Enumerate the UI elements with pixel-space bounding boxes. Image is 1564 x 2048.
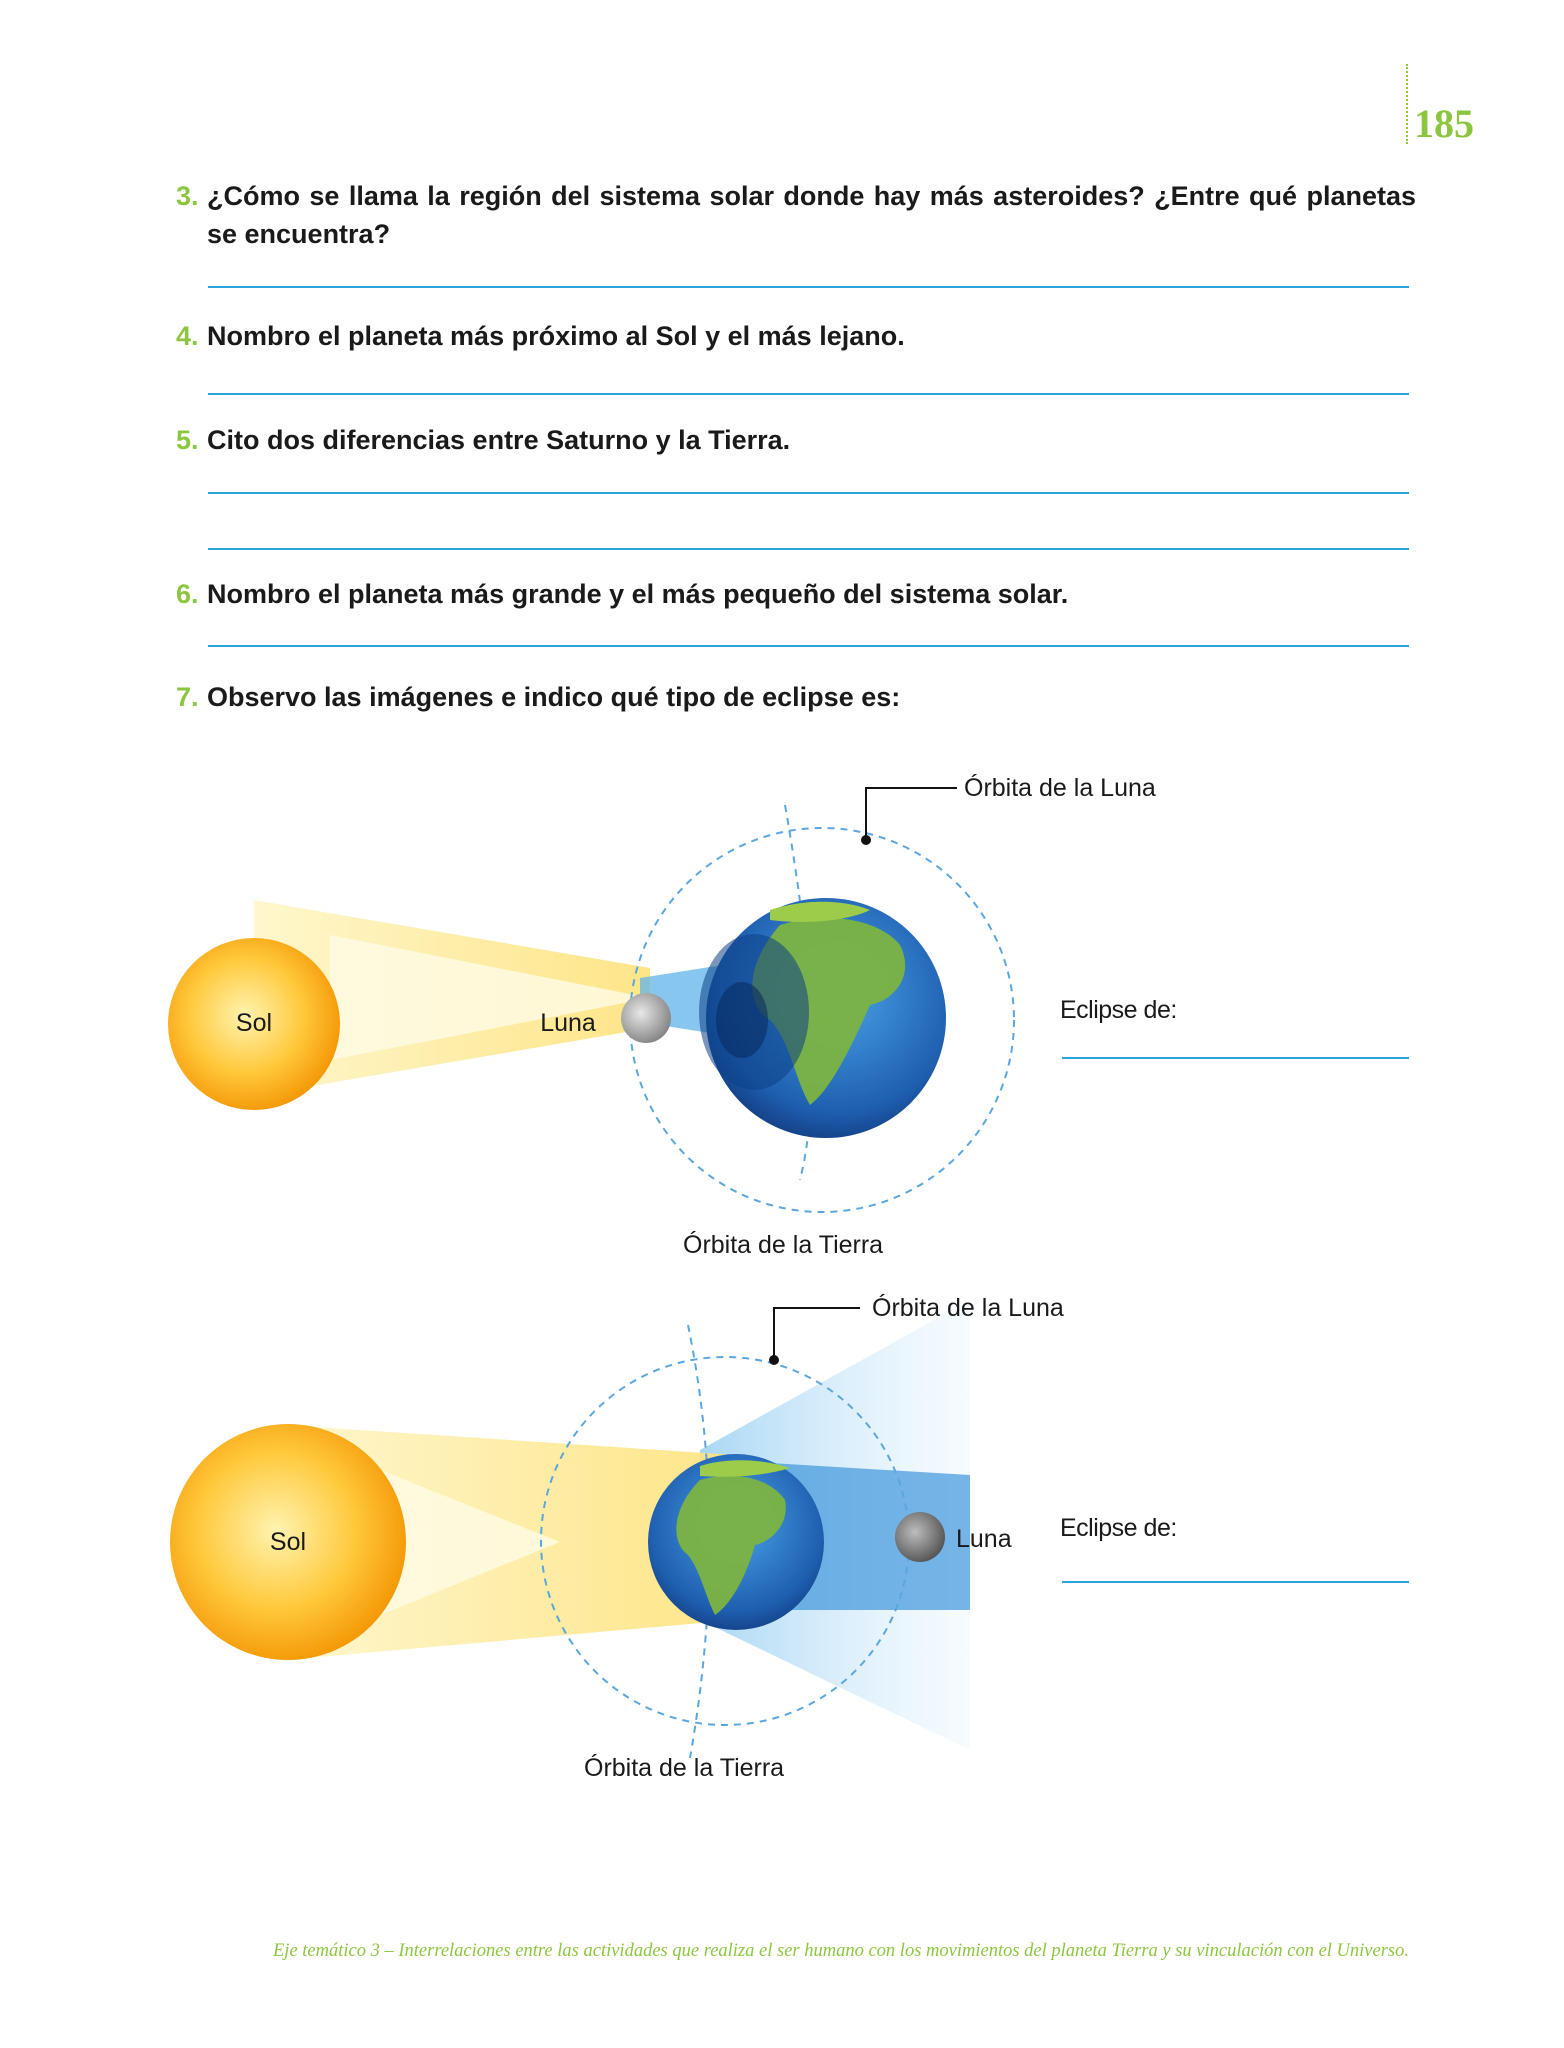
footer-caption: Eje temático 3 – Interrelaciones entre las actividades que realiza el ser humano con los movimientos del planeta Tierra y su vinculación con el Universo.: [273, 1941, 1409, 1961]
question-6: [176, 575, 1416, 613]
moon-orbit-callout-dot: [769, 1355, 779, 1365]
question-7-number: 7.: [176, 682, 199, 712]
moon-label: Luna: [540, 1009, 596, 1037]
question-6-number: 6.: [176, 579, 199, 609]
moon-orbit-callout-line: [866, 788, 957, 839]
sun-label: Sol: [235, 1009, 273, 1037]
moon-orbit-label: Órbita de la Luna: [872, 1294, 1064, 1322]
question-7-text: Observo las imágenes e indico qué tipo de eclipse es:: [207, 682, 901, 712]
lunar-eclipse-diagram: [0, 1280, 1564, 1800]
question-5-number: 5.: [176, 425, 199, 455]
eclipse-label-1: Eclipse de:: [1060, 996, 1177, 1024]
umbra-core: [716, 982, 768, 1058]
moon: [895, 1512, 945, 1562]
moon-orbit-callout-dot: [861, 835, 871, 845]
question-4-number: 4.: [176, 321, 199, 351]
moon-label: Luna: [956, 1525, 1012, 1553]
answer-line-q6[interactable]: [208, 645, 1409, 647]
answer-line-q3[interactable]: [208, 286, 1409, 288]
solar-eclipse-diagram: [0, 760, 1564, 1280]
earth-orbit-label: Órbita de la Tierra: [584, 1754, 785, 1782]
moon-orbit-label: Órbita de la Luna: [964, 774, 1156, 802]
question-5-text: Cito dos diferencias entre Saturno y la Tierra.: [207, 425, 791, 455]
moon: [621, 993, 671, 1043]
eclipse-answer-line-1[interactable]: [1062, 1057, 1409, 1059]
question-4: [176, 317, 1416, 355]
page-number-divider: [1406, 64, 1408, 144]
eclipse-answer-line-2[interactable]: [1062, 1581, 1409, 1583]
answer-line-q5-first[interactable]: [208, 492, 1409, 494]
answer-line-q5-second[interactable]: [208, 548, 1409, 550]
question-3: [176, 177, 1416, 253]
question-5: [176, 421, 1416, 459]
earth-orbit-label: Órbita de la Tierra: [683, 1231, 884, 1259]
answer-line-q4[interactable]: [208, 393, 1409, 395]
question-4-text: Nombro el planeta más próximo al Sol y el más lejano.: [207, 321, 905, 351]
moon-orbit-callout-line: [774, 1308, 860, 1359]
question-3-number: 3.: [176, 181, 199, 211]
page-number: 185: [1414, 101, 1474, 146]
question-7: [176, 678, 1416, 716]
eclipse-label-2: Eclipse de:: [1060, 1514, 1177, 1542]
question-3-text: ¿Cómo se llama la región del sistema solar donde hay más asteroides? ¿Entre qué planetas se encuentra?: [207, 181, 1416, 249]
question-6-text: Nombro el planeta más grande y el más pequeño del sistema solar.: [207, 579, 1069, 609]
sun-label: Sol: [269, 1528, 307, 1556]
